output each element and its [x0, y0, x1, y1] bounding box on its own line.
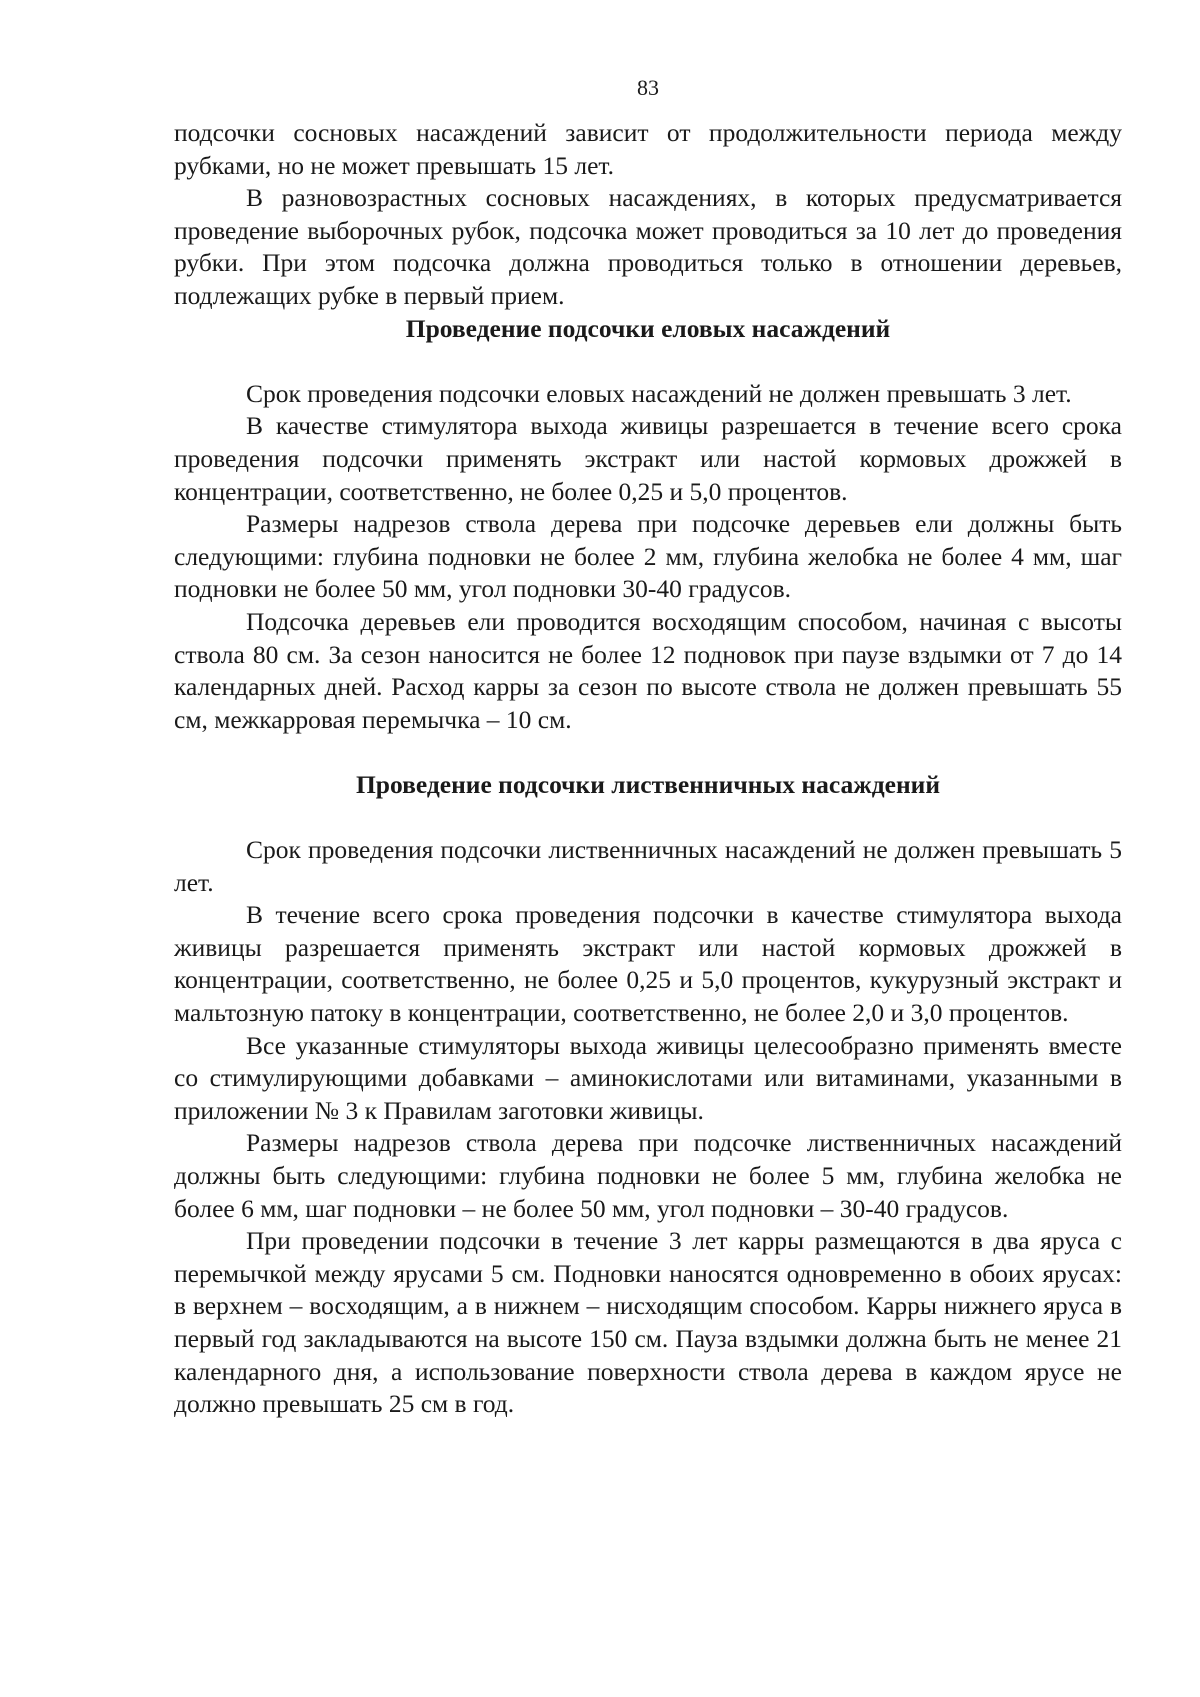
paragraph-larch-term: Срок проведения подсочки лиственничных насаждений не должен превышать 5 лет.	[174, 835, 1122, 897]
paragraph-larch-cut-sizes: Размеры надрезов ствола дерева при подсочке лиственничных насаждений должны быть следующими: глубина подновки не более 5 мм, глубина желобка не более 6 мм, шаг подновки – не более 50 мм, угол подновки – 30-40 градусов.	[174, 1128, 1122, 1223]
page-number: 83	[637, 75, 659, 100]
paragraph-spruce-method: Подсочка деревьев ели проводится восходящим способом, начиная с высоты ствола 80 см. За сезон наносится не более 12 подновок при паузе вздымки от 7 до 14 календарных дней. Расход карры за сезон по высоте ствола не должен превышать 55 см, межкарровая перемычка – 10 см.	[174, 606, 1122, 734]
paragraph-larch-tiers: При проведении подсочки в течение 3 лет карры размещаются в два яруса с перемычкой между ярусами 5 см. Подновки наносятся одновременно в обоих ярусах: в верхнем – восходящим, а в нижнем – нисходящим способом. Карры нижнего яруса в первый год закладываются на высоте 150 см. Пауза вздымки должна быть не менее 21 календарного дня, а использование поверхности ствола дерева в каждом ярусе не должно превышать 25 см в год.	[174, 1226, 1122, 1419]
paragraph-spruce-term: Срок проведения подсочки еловых насаждений не должен превышать 3 лет.	[246, 378, 1072, 408]
spacer	[174, 736, 1122, 769]
paragraph-continuation: подсочки сосновых насаждений зависит от продолжительности периода между рубками, но не может превышать 15 лет.	[174, 118, 1122, 180]
document-body	[174, 117, 1122, 1421]
section-heading-larch: Проведение подсочки лиственничных насаждений	[355, 769, 941, 799]
paragraph-spruce-cut-sizes: Размеры надрезов ствола дерева при подсочке деревьев ели должны быть следующими: глубина подновки не более 2 мм, глубина желобка не более 4 мм, шаг подновки не более 50 мм, угол подновки 30-40 градусов.	[174, 509, 1122, 604]
spacer	[174, 345, 1122, 378]
section-heading-spruce: Проведение подсочки еловых насаждений	[405, 313, 891, 343]
paragraph-uneven-aged-pine: В разновозрастных сосновых насаждениях, в которых предусматривается проведение выборочных рубок, подсочка может проводиться за 10 лет до проведения рубки. При этом подсочка должна проводиться только в отношении деревьев, подлежащих рубке в первый прием.	[174, 183, 1122, 310]
spacer	[174, 801, 1122, 834]
paragraph-larch-additives: Все указанные стимуляторы выхода живицы целесообразно применять вместе со стимулирующими добавками – аминокислотами или витаминами, указанными в приложении № 3 к Правилам заготовки живицы.	[174, 1030, 1122, 1125]
paragraph-larch-stimulator: В течение всего срока проведения подсочки в качестве стимулятора выхода живицы разрешается применять экстракт или настой кормовых дрожжей в концентрации, соответственно, не более 0,25 и 5,0 процентов, кукурузный экстракт и мальтозную патоку в концентрации, соответственно, не более 2,0 и 3,0 процентов.	[174, 900, 1122, 1028]
paragraph-spruce-stimulator: В качестве стимулятора выхода живицы разрешается в течение всего срока проведения подсочки применять экстракт или настой кормовых дрожжей в концентрации, соответственно, не более 0,25 и 5,0 процентов.	[174, 411, 1122, 506]
